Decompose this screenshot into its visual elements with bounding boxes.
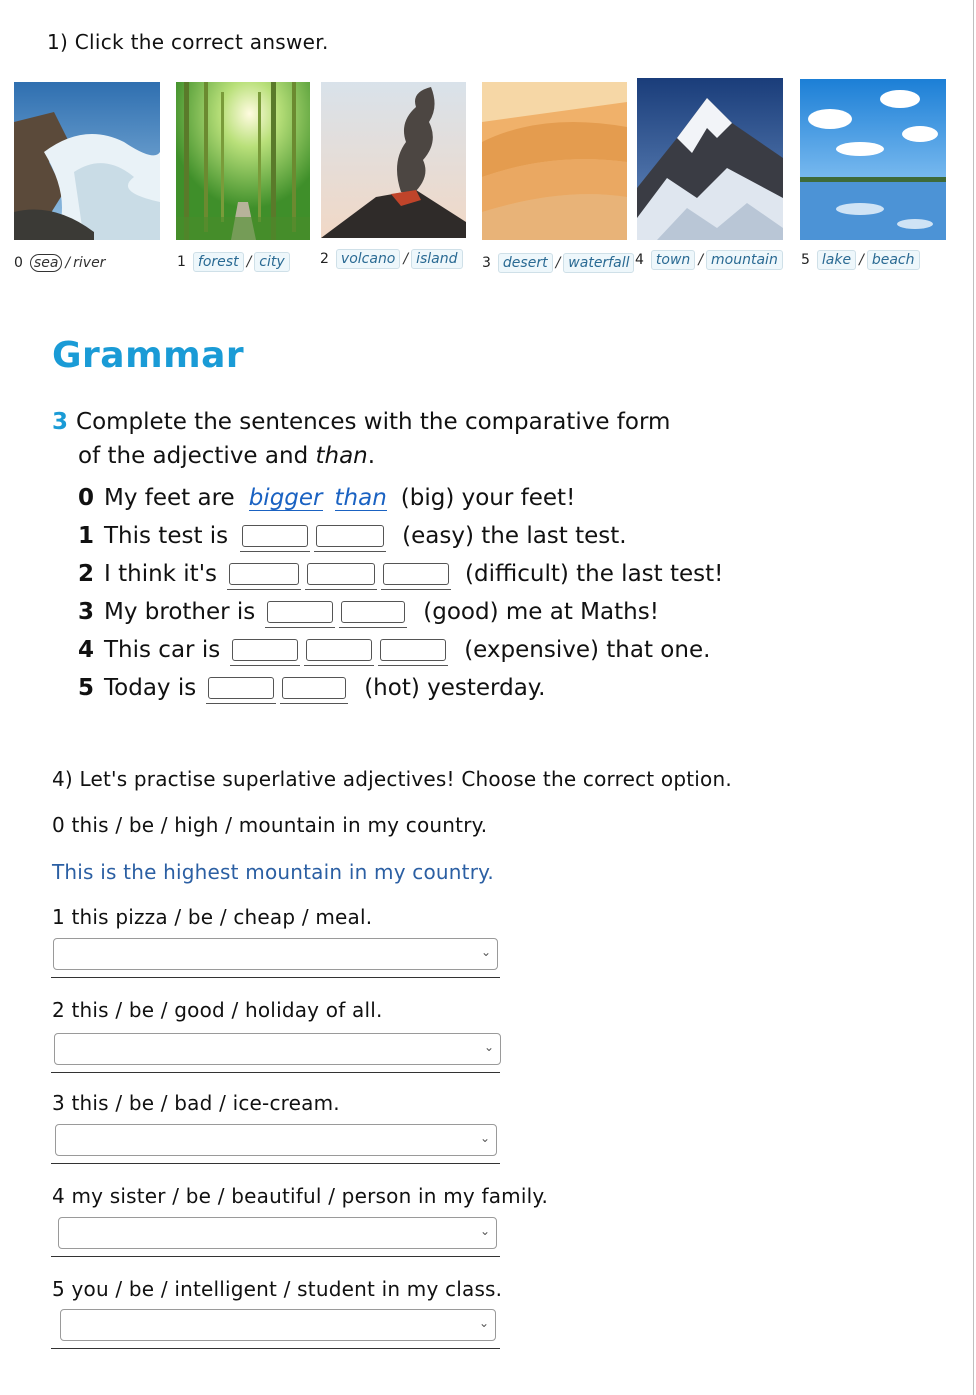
- prompt-4: 4 my sister / be / beautiful / person in my family.: [52, 1184, 549, 1208]
- line-number: 3: [78, 599, 95, 625]
- line-text: This car is: [104, 637, 221, 663]
- separator: /: [403, 251, 409, 267]
- answer-row-3: [482, 253, 634, 273]
- page-border: [973, 0, 974, 1395]
- answer-row-4: [635, 250, 783, 270]
- answer-row-5: [801, 250, 920, 270]
- grammar-line-0: [78, 485, 575, 511]
- grammar-line-5: [78, 675, 545, 701]
- answer-row-1: [177, 252, 290, 272]
- option-river[interactable]: river: [73, 255, 106, 271]
- answer-blank[interactable]: [307, 563, 375, 585]
- answer-underline: [51, 977, 500, 978]
- option-volcano[interactable]: volcano: [336, 249, 400, 269]
- chevron-down-icon: ⌄: [478, 1316, 489, 1330]
- chevron-down-icon: ⌄: [479, 1131, 490, 1145]
- item-number: 0: [14, 255, 23, 271]
- instruction-than: than: [315, 443, 368, 469]
- chevron-down-icon: ⌄: [480, 945, 491, 959]
- line-hint: (hot) yesterday.: [364, 675, 546, 701]
- option-lake[interactable]: lake: [817, 250, 856, 270]
- grammar-line-4: [78, 637, 710, 663]
- answer-blank[interactable]: [242, 525, 308, 547]
- line-text: My brother is: [104, 599, 256, 625]
- separator: /: [555, 255, 561, 271]
- separator: /: [246, 254, 252, 270]
- lake-photo: [800, 79, 946, 240]
- prompt-1: 1 this pizza / be / cheap / meal.: [52, 905, 373, 929]
- answer-underline: [51, 1163, 500, 1164]
- prompt-5: 5 you / be / intelligent / student in my class.: [52, 1277, 503, 1301]
- line-number: 5: [78, 675, 95, 701]
- answer-select-5: [51, 1309, 500, 1349]
- line-number: 0: [78, 485, 95, 511]
- item-number: 2: [320, 251, 329, 267]
- line-text: I think it's: [104, 561, 218, 587]
- example-prompt: 0 this / be / high / mountain in my country.: [52, 813, 488, 837]
- line-hint: (good) me at Maths!: [423, 599, 659, 625]
- line-hint: (difficult) the last test!: [465, 561, 724, 587]
- item-number: 3: [482, 255, 491, 271]
- forest-photo: [176, 82, 310, 240]
- answer-blank[interactable]: [208, 677, 274, 699]
- answer-underline: [51, 1256, 500, 1257]
- line-text: This test is: [104, 523, 229, 549]
- select-dropdown[interactable]: [54, 1033, 501, 1065]
- chevron-down-icon: ⌄: [483, 1040, 494, 1054]
- instruction-period: .: [367, 443, 376, 469]
- answer-blank[interactable]: [306, 639, 372, 661]
- item-number: 5: [801, 252, 810, 268]
- answer-blank[interactable]: [232, 639, 298, 661]
- exercise-number: 3: [52, 409, 69, 435]
- answer-underline: [51, 1348, 500, 1349]
- example-answer: bigger: [248, 484, 323, 511]
- section4-title: 4) Let's practise superlative adjectives! Choose the correct option.: [52, 767, 732, 791]
- select-dropdown[interactable]: [60, 1309, 496, 1341]
- option-sea[interactable]: sea: [30, 254, 63, 272]
- answer-blank[interactable]: [380, 639, 446, 661]
- answer-blank[interactable]: [383, 563, 449, 585]
- instruction-line2: of the adjective and: [78, 443, 316, 469]
- item-number: 4: [635, 252, 644, 268]
- option-city[interactable]: city: [254, 252, 289, 272]
- answer-row-0: [14, 254, 105, 272]
- separator: /: [65, 255, 71, 271]
- grammar-line-1: [78, 523, 627, 549]
- answer-select-2: [51, 1033, 500, 1073]
- line-hint: (big) your feet!: [400, 485, 576, 511]
- select-dropdown[interactable]: [55, 1124, 497, 1156]
- line-number: 4: [78, 637, 95, 663]
- line-hint: (expensive) that one.: [464, 637, 711, 663]
- answer-blank[interactable]: [316, 525, 384, 547]
- exercise3-instructions: [52, 405, 670, 473]
- line-text: Today is: [104, 675, 197, 701]
- answer-select-4: [51, 1217, 500, 1257]
- option-island[interactable]: island: [411, 249, 462, 269]
- option-mountain[interactable]: mountain: [706, 250, 783, 270]
- line-hint: (easy) the last test.: [402, 523, 627, 549]
- answer-blank[interactable]: [267, 601, 333, 623]
- instruction-line1: Complete the sentences with the comparative form: [76, 409, 671, 435]
- option-desert[interactable]: desert: [498, 253, 553, 273]
- separator: /: [698, 252, 704, 268]
- grammar-line-2: [78, 561, 723, 587]
- separator: /: [859, 252, 864, 268]
- chevron-down-icon: ⌄: [479, 1224, 490, 1238]
- answer-select-3: [51, 1124, 500, 1164]
- answer-underline: [51, 1072, 500, 1073]
- mountain-photo: [637, 78, 783, 240]
- volcano-photo: [321, 82, 466, 238]
- answer-blank[interactable]: [341, 601, 405, 623]
- line-number: 1: [78, 523, 95, 549]
- select-dropdown[interactable]: [53, 938, 498, 970]
- prompt-3: 3 this / be / bad / ice-cream.: [52, 1091, 340, 1115]
- option-forest[interactable]: forest: [193, 252, 244, 272]
- answer-row-2: [320, 249, 463, 269]
- item-number: 1: [177, 254, 186, 270]
- answer-blank[interactable]: [229, 563, 299, 585]
- line-text: My feet are: [104, 485, 235, 511]
- prompt-2: 2 this / be / good / holiday of all.: [52, 998, 383, 1022]
- option-waterfall[interactable]: waterfall: [563, 253, 634, 273]
- answer-blank[interactable]: [282, 677, 346, 699]
- option-beach[interactable]: beach: [867, 250, 920, 270]
- example-answer: than: [334, 484, 387, 511]
- example-answer: This is the highest mountain in my country.: [52, 860, 494, 884]
- sea-photo: [14, 82, 160, 240]
- grammar-line-3: [78, 599, 659, 625]
- select-dropdown[interactable]: [58, 1217, 497, 1249]
- option-town[interactable]: town: [651, 250, 695, 270]
- line-number: 2: [78, 561, 95, 587]
- desert-photo: [482, 82, 627, 240]
- answer-select-1: [51, 938, 500, 978]
- section1-title: 1) Click the correct answer.: [47, 30, 329, 54]
- grammar-heading: Grammar: [52, 335, 245, 376]
